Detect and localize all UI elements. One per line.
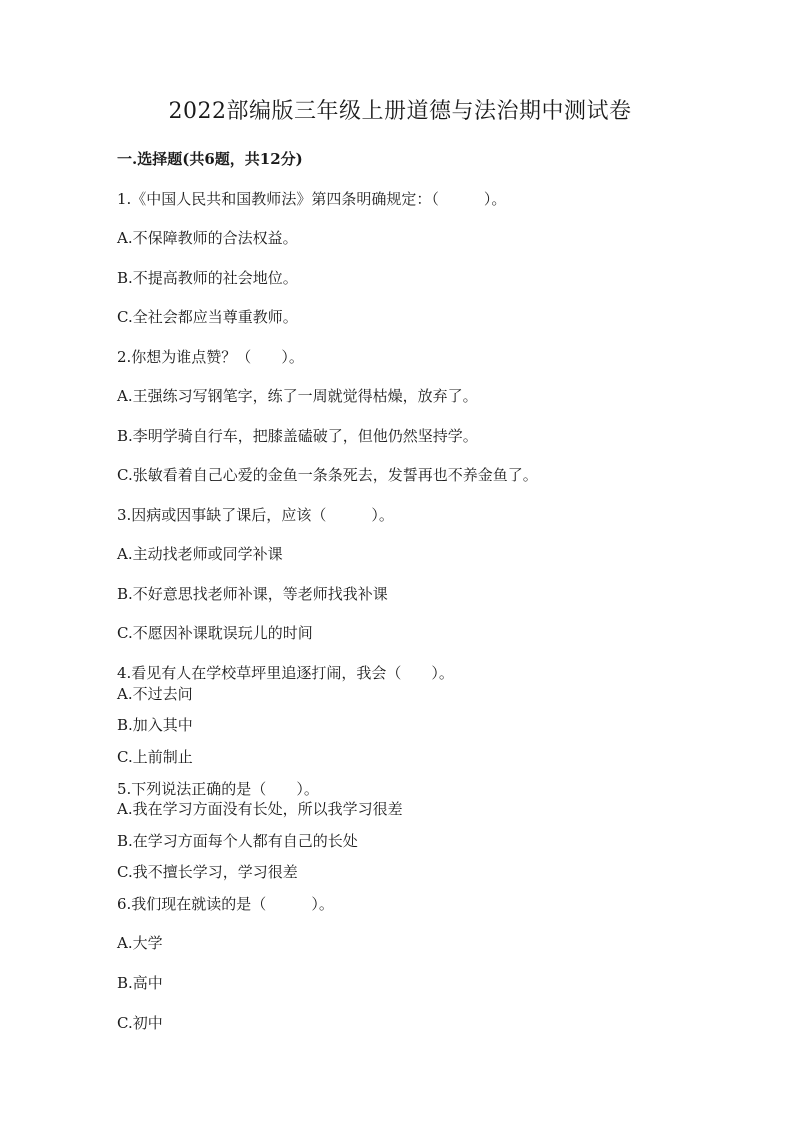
question-3-option-a: A.主动找老师或同学补课 — [117, 545, 283, 563]
section-heading: 一.选择题(共6题，共12分) — [117, 150, 303, 168]
question-5-option-a: A.我在学习方面没有长处，所以我学习很差 — [117, 800, 403, 818]
question-4-option-c: C.上前制止 — [117, 748, 193, 766]
question-5-option-b: B.在学习方面每个人都有自己的长处 — [117, 832, 358, 850]
question-1-option-b: B.不提高教师的社会地位。 — [117, 269, 298, 287]
question-1-option-a: A.不保障教师的合法权益。 — [117, 229, 298, 247]
question-5-option-c: C.我不擅长学习，学习很差 — [117, 863, 298, 881]
question-5-stem: 5.下列说法正确的是（ ）。 — [117, 780, 319, 798]
question-2-stem: 2.你想为谁点赞？（ ）。 — [117, 348, 304, 366]
question-4-stem: 4.看见有人在学校草坪里追逐打闹，我会（ ）。 — [117, 664, 454, 682]
question-2-option-a: A.王强练习写钢笔字，练了一周就觉得枯燥，放弃了。 — [117, 387, 478, 405]
question-1-option-c: C.全社会都应当尊重教师。 — [117, 308, 298, 326]
question-4-option-a: A.不过去问 — [117, 685, 193, 703]
page-title: 2022部编版三年级上册道德与法治期中测试卷 — [168, 99, 632, 124]
question-6-option-a: A.大学 — [117, 934, 163, 952]
question-3-option-c: C.不愿因补课耽误玩儿的时间 — [117, 624, 313, 642]
question-3-option-b: B.不好意思找老师补课，等老师找我补课 — [117, 585, 388, 603]
question-6-option-b: B.高中 — [117, 974, 163, 992]
question-6-stem: 6.我们现在就读的是（ ）。 — [117, 895, 334, 913]
question-2-option-b: B.李明学骑自行车，把膝盖磕破了，但他仍然坚持学。 — [117, 427, 478, 445]
question-1-stem: 1.《中国人民共和国教师法》第四条明确规定：（ ）。 — [117, 190, 507, 208]
question-6-option-c: C.初中 — [117, 1014, 163, 1032]
question-3-stem: 3.因病或因事缺了课后，应该（ ）。 — [117, 506, 394, 524]
question-4-option-b: B.加入其中 — [117, 716, 193, 734]
question-2-option-c: C.张敏看着自己心爱的金鱼一条条死去，发誓再也不养金鱼了。 — [117, 466, 538, 484]
